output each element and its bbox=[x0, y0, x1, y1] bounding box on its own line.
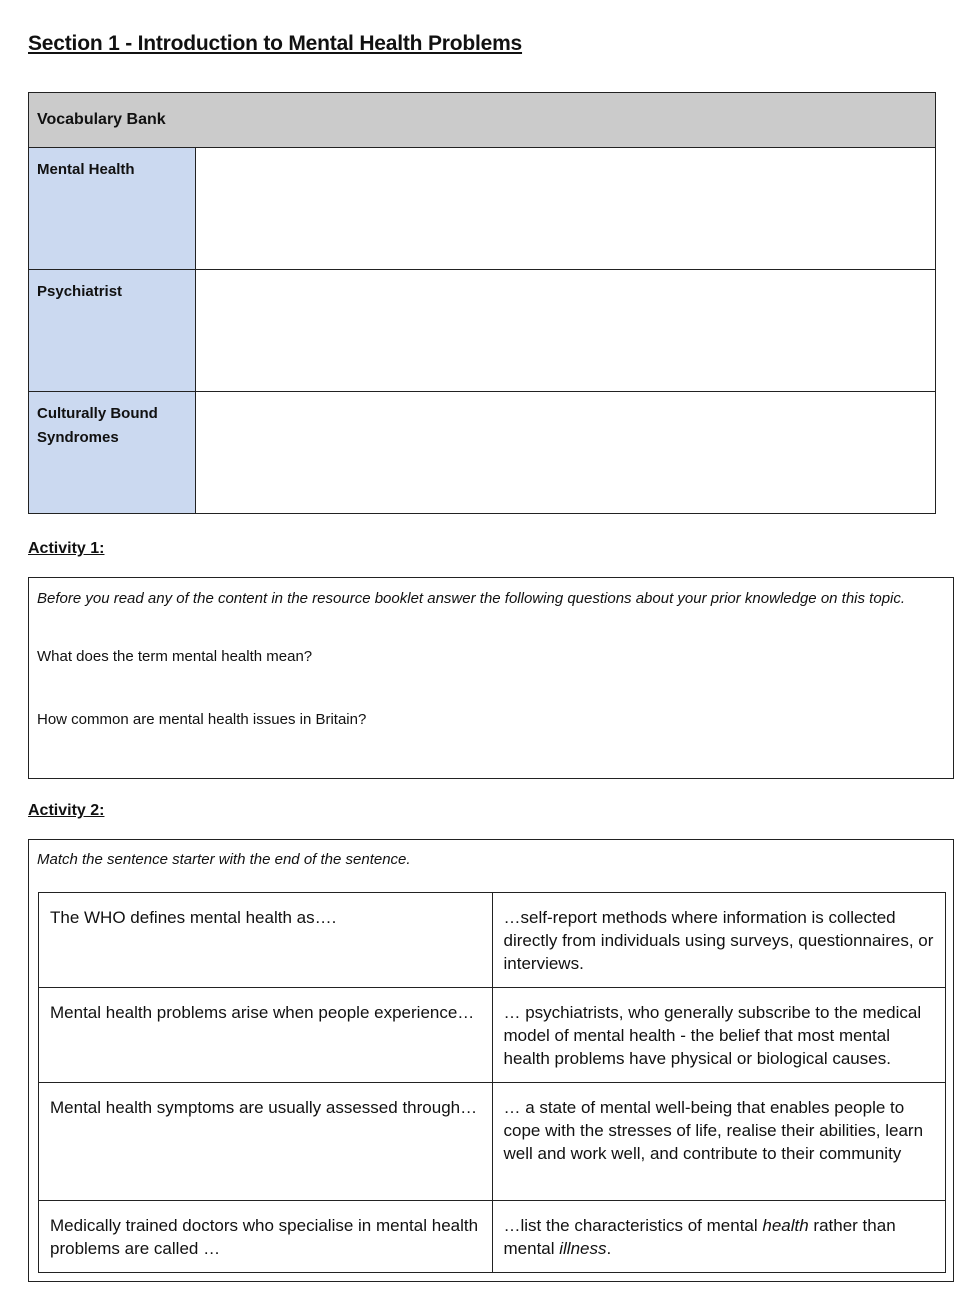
ending-emphasis: illness bbox=[559, 1239, 607, 1258]
activity-2-label: Activity 2: bbox=[28, 802, 105, 819]
ending-text: rather than mental bbox=[503, 1216, 896, 1258]
sentence-starter: Mental health problems arise when people experience… bbox=[39, 988, 493, 1083]
vocab-term-culturally-bound-syndromes: Culturally Bound Syndromes bbox=[29, 392, 196, 514]
sentence-starter: Medically trained doctors who specialise in mental health problems are called … bbox=[39, 1201, 493, 1273]
activity-1-label: Activity 1: bbox=[28, 540, 105, 557]
ending-text: …list the characteristics of mental bbox=[503, 1216, 763, 1235]
activity-2-box bbox=[28, 839, 954, 1282]
activity-1-question: How common are mental health issues in Britain? bbox=[37, 711, 367, 728]
vocab-definition-field[interactable] bbox=[196, 392, 936, 514]
activity-1-box bbox=[28, 577, 954, 779]
vocab-definition-field[interactable] bbox=[196, 270, 936, 392]
vocab-term-mental-health: Mental Health bbox=[29, 148, 196, 270]
sentence-ending: … psychiatrists, who generally subscribe to the medical model of mental health - the belief that most mental health problems have physical or biological causes. bbox=[492, 988, 946, 1083]
table-row bbox=[39, 893, 946, 988]
activity-2-instruction: Match the sentence starter with the end of the sentence. bbox=[37, 851, 411, 868]
ending-emphasis: health bbox=[762, 1216, 809, 1235]
table-row bbox=[39, 988, 946, 1083]
sentence-ending bbox=[492, 1201, 946, 1273]
vocabulary-bank-header: Vocabulary Bank bbox=[29, 93, 936, 148]
matching-table bbox=[38, 892, 946, 1273]
sentence-ending: … a state of mental well-being that enables people to cope with the stresses of life, realise their abilities, learn well and work well, and contribute to their community bbox=[492, 1083, 946, 1201]
sentence-starter: Mental health symptoms are usually assessed through… bbox=[39, 1083, 493, 1201]
sentence-starter: The WHO defines mental health as…. bbox=[39, 893, 493, 988]
sentence-ending: …self-report methods where information is collected directly from individuals using surveys, questionnaires, or interviews. bbox=[492, 893, 946, 988]
table-row bbox=[39, 1201, 946, 1273]
page-title: Section 1 - Introduction to Mental Health Problems bbox=[28, 32, 523, 55]
activity-1-question: What does the term mental health mean? bbox=[37, 648, 313, 665]
activity-1-instruction: Before you read any of the content in the resource booklet answer the following questions about your prior knowledge on this topic. bbox=[37, 590, 906, 607]
vocab-definition-field[interactable] bbox=[196, 148, 936, 270]
ending-text: . bbox=[606, 1239, 612, 1258]
vocabulary-bank-table bbox=[28, 92, 936, 514]
vocab-term-psychiatrist: Psychiatrist bbox=[29, 270, 196, 392]
table-row bbox=[39, 1083, 946, 1201]
